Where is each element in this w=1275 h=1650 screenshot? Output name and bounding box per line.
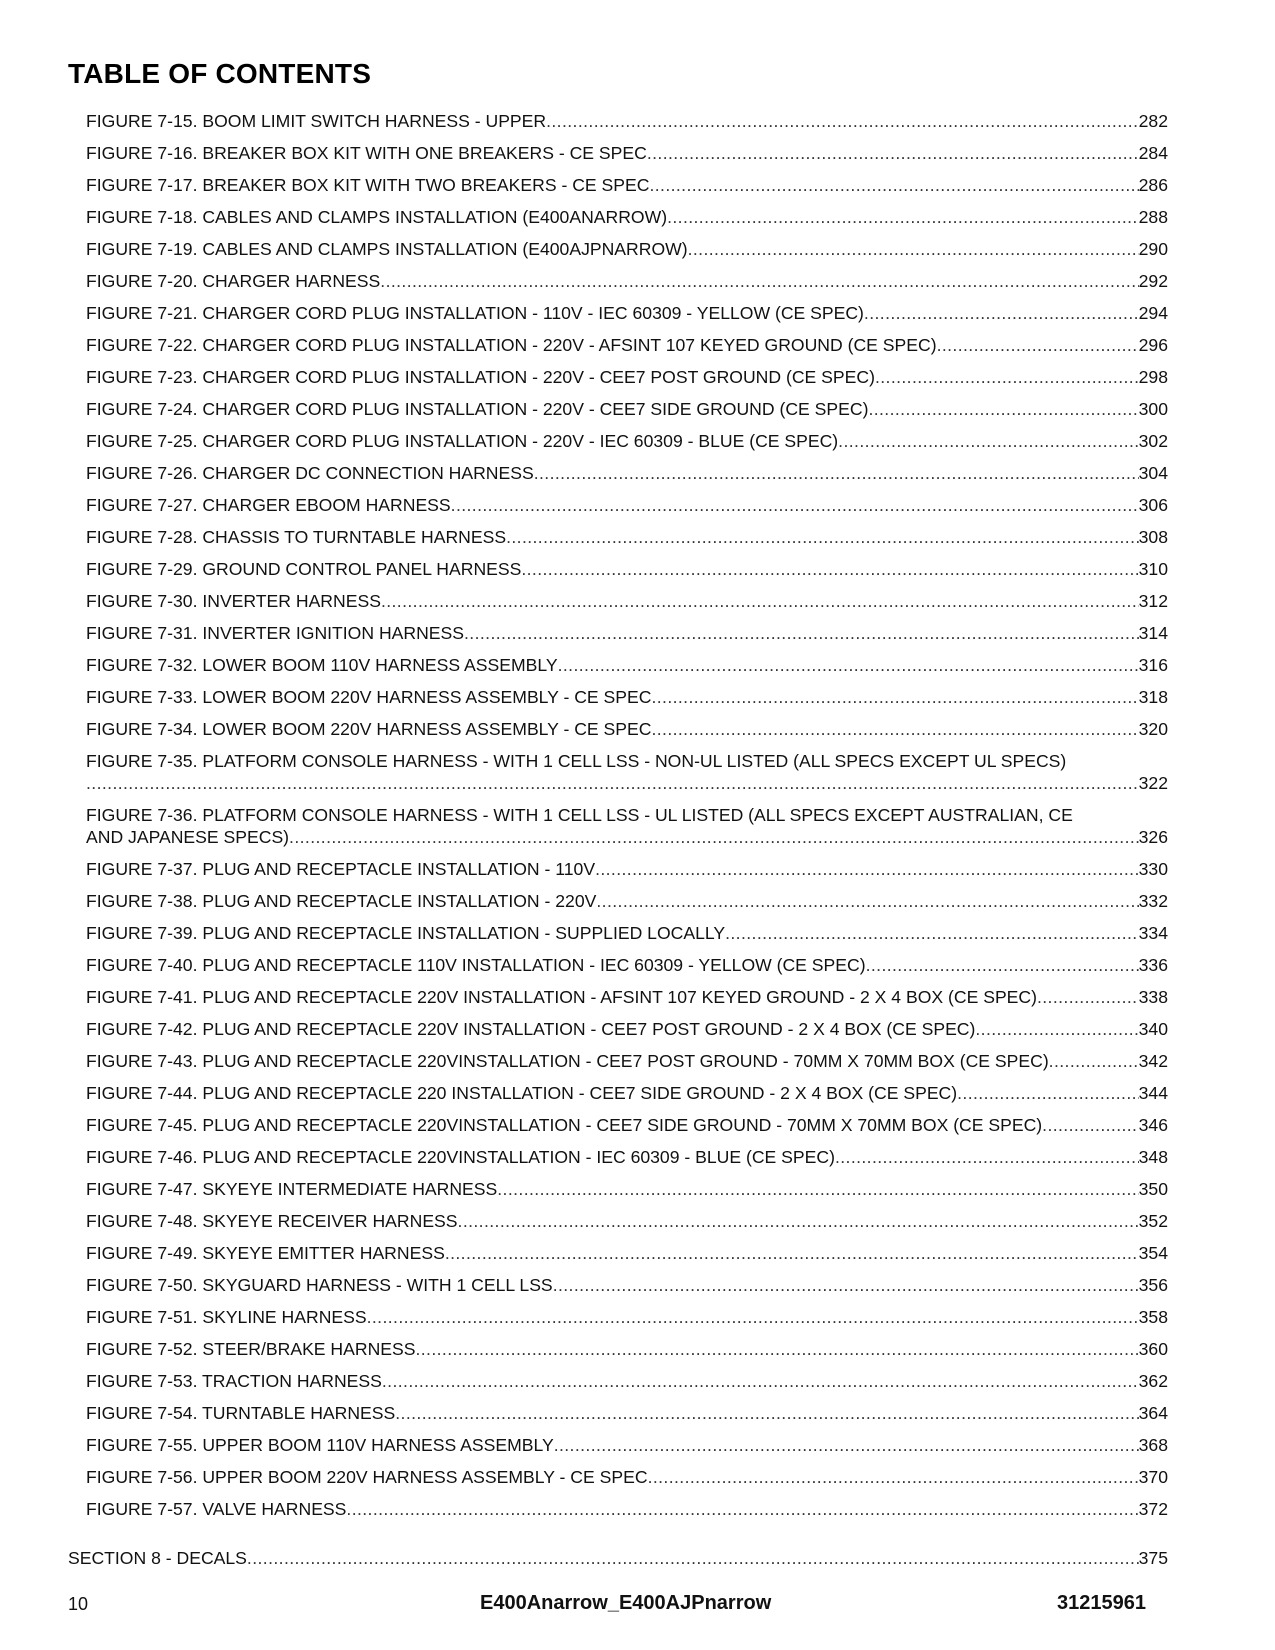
toc-entry[interactable]: [86, 804, 1168, 848]
toc-entry-page: 286: [1138, 175, 1168, 195]
dot-leader: [415, 1338, 1138, 1360]
toc-entry-page: 294: [1138, 303, 1168, 323]
dot-leader: [382, 1370, 1139, 1392]
dot-leader: [381, 590, 1139, 612]
toc-entry-page: 306: [1138, 495, 1168, 515]
dot-leader: [864, 302, 1139, 324]
toc-entry-label: FIGURE 7-25. CHARGER CORD PLUG INSTALLATION - 220V - IEC 60309 - BLUE (CE SPEC): [86, 431, 839, 451]
toc-entry[interactable]: [86, 1146, 1168, 1168]
page-footer: [68, 1592, 1158, 1618]
toc-entry-page: 308: [1138, 527, 1168, 547]
toc-entry-label: FIGURE 7-42. PLUG AND RECEPTACLE 220V INSTALLATION - CEE7 POST GROUND - 2 X 4 BOX (CE SPEC): [86, 1019, 976, 1039]
toc-entry-page: 296: [1138, 335, 1168, 355]
toc-entry[interactable]: [86, 494, 1168, 516]
toc-entry-page: 370: [1138, 1467, 1168, 1487]
toc-entry-page: 332: [1138, 891, 1168, 911]
toc-entry[interactable]: [86, 1114, 1168, 1136]
dot-leader: [651, 718, 1138, 740]
toc-entry-page: 346: [1138, 1115, 1168, 1135]
toc-entry[interactable]: [86, 1402, 1168, 1424]
toc-entry[interactable]: [86, 890, 1168, 912]
toc-entry-label: FIGURE 7-19. CABLES AND CLAMPS INSTALLATION (E400AJPNARROW): [86, 239, 688, 259]
toc-entry[interactable]: [86, 1050, 1168, 1072]
toc-entry-label: FIGURE 7-23. CHARGER CORD PLUG INSTALLATION - 220V - CEE7 POST GROUND (CE SPEC): [86, 367, 875, 387]
toc-entry[interactable]: [86, 1498, 1168, 1520]
toc-entry-page: 358: [1138, 1307, 1168, 1327]
toc-entry-label-cont: AND JAPANESE SPECS): [86, 827, 290, 847]
toc-entry-label: FIGURE 7-16. BREAKER BOX KIT WITH ONE BREAKERS - CE SPEC: [86, 143, 647, 163]
toc-entry-page: 290: [1138, 239, 1168, 259]
toc-entry-label: FIGURE 7-31. INVERTER IGNITION HARNESS: [86, 623, 465, 643]
toc-entry-label: FIGURE 7-17. BREAKER BOX KIT WITH TWO BREAKERS - CE SPEC: [86, 175, 650, 195]
toc-entry-page: 334: [1138, 923, 1168, 943]
toc-entry-page: 292: [1138, 271, 1168, 291]
toc-entry-label: FIGURE 7-39. PLUG AND RECEPTACLE INSTALLATION - SUPPLIED LOCALLY: [86, 923, 726, 943]
dot-leader: [380, 270, 1138, 292]
toc-entry[interactable]: [86, 686, 1168, 708]
toc-entry-page: 302: [1138, 431, 1168, 451]
toc-entry[interactable]: [86, 1370, 1168, 1392]
toc-entry-label: FIGURE 7-57. VALVE HARNESS: [86, 1499, 347, 1519]
toc-entry-page: 352: [1138, 1211, 1168, 1231]
toc-entry-label: FIGURE 7-49. SKYEYE EMITTER HARNESS: [86, 1243, 445, 1263]
toc-entry-page: 330: [1138, 859, 1168, 879]
toc-entry[interactable]: [86, 558, 1168, 580]
toc-entry[interactable]: [86, 858, 1168, 880]
toc-entry-page: 342: [1138, 1051, 1168, 1071]
toc-entry-page: 362: [1138, 1371, 1168, 1391]
toc-entry[interactable]: [86, 654, 1168, 676]
toc-entry-label: FIGURE 7-20. CHARGER HARNESS: [86, 271, 381, 291]
page-title: TABLE OF CONTENTS: [68, 58, 372, 89]
dot-leader: [651, 686, 1138, 708]
toc-entry[interactable]: [86, 1466, 1168, 1488]
toc-entry-label: FIGURE 7-41. PLUG AND RECEPTACLE 220V INSTALLATION - AFSINT 107 KEYED GROUND - 2 X 4 BOX (CE SPEC): [86, 987, 1037, 1007]
dot-leader: [521, 558, 1138, 580]
dot-leader: [688, 238, 1139, 260]
toc-entry-label: FIGURE 7-52. STEER/BRAKE HARNESS: [86, 1339, 416, 1359]
toc-entry[interactable]: [86, 922, 1168, 944]
dot-leader: [346, 1498, 1138, 1520]
toc-entry[interactable]: [86, 526, 1168, 548]
toc-entry-page: 318: [1138, 687, 1168, 707]
toc-entry-label: FIGURE 7-47. SKYEYE INTERMEDIATE HARNESS: [86, 1179, 498, 1199]
toc-section-entry[interactable]: [68, 1547, 1168, 1569]
dot-leader: [1049, 1050, 1139, 1072]
dot-leader: [464, 622, 1139, 644]
toc-entry[interactable]: [86, 174, 1168, 196]
dot-leader: [835, 1146, 1139, 1168]
toc-entry[interactable]: [86, 1242, 1168, 1264]
dot-leader: [975, 1018, 1138, 1040]
toc-entry[interactable]: [86, 462, 1168, 484]
dot-leader: [595, 858, 1139, 880]
toc-entry-label: FIGURE 7-51. SKYLINE HARNESS: [86, 1307, 367, 1327]
toc-entry[interactable]: [86, 750, 1168, 794]
toc-entry-label: FIGURE 7-26. CHARGER DC CONNECTION HARNESS: [86, 463, 534, 483]
toc-entry[interactable]: [86, 1210, 1168, 1232]
toc-entry-label: FIGURE 7-37. PLUG AND RECEPTACLE INSTALLATION - 110V: [86, 859, 596, 879]
toc-entry[interactable]: [86, 1018, 1168, 1040]
dot-leader: [289, 826, 1139, 848]
toc-entry-label: FIGURE 7-24. CHARGER CORD PLUG INSTALLATION - 220V - CEE7 SIDE GROUND (CE SPEC): [86, 399, 869, 419]
toc-entry-page: 336: [1138, 955, 1168, 975]
toc-entry-page: 310: [1138, 559, 1168, 579]
dot-leader: [458, 1210, 1139, 1232]
toc-entry-label: FIGURE 7-35. PLATFORM CONSOLE HARNESS - WITH 1 CELL LSS - NON-UL LISTED (ALL SPECS EXCEPT UL SPECS): [86, 751, 1067, 771]
toc-entry[interactable]: [86, 110, 1168, 132]
footer-page-number: 10: [68, 1594, 89, 1614]
toc-entry-page: 304: [1138, 463, 1168, 483]
dot-leader: [1037, 986, 1139, 1008]
toc-entry-page: 284: [1138, 143, 1168, 163]
toc-entry[interactable]: [86, 1082, 1168, 1104]
dot-leader: [247, 1547, 1139, 1569]
toc-entry-page: 340: [1138, 1019, 1168, 1039]
toc-entry-label: FIGURE 7-36. PLATFORM CONSOLE HARNESS - WITH 1 CELL LSS - UL LISTED (ALL SPECS EXCEPT AUSTRALIAN, CE: [86, 805, 1073, 825]
toc-entry-label: FIGURE 7-22. CHARGER CORD PLUG INSTALLATION - 220V - AFSINT 107 KEYED GROUND (CE SPEC): [86, 335, 937, 355]
toc-entry[interactable]: [86, 954, 1168, 976]
toc-entry[interactable]: [86, 270, 1168, 292]
dot-leader: [445, 1242, 1139, 1264]
dot-leader: [725, 922, 1139, 944]
toc-entry-page: 356: [1138, 1275, 1168, 1295]
toc-entry-page: 364: [1138, 1403, 1168, 1423]
dot-leader: [937, 334, 1139, 356]
toc-entry-page: 298: [1138, 367, 1168, 387]
toc-entry-page: 350: [1138, 1179, 1168, 1199]
dot-leader: [648, 1466, 1139, 1488]
dot-leader: [596, 890, 1138, 912]
dot-leader: [875, 366, 1139, 388]
toc-entry-label: FIGURE 7-32. LOWER BOOM 110V HARNESS ASSEMBLY: [86, 655, 558, 675]
toc-entry-label: FIGURE 7-44. PLUG AND RECEPTACLE 220 INSTALLATION - CEE7 SIDE GROUND - 2 X 4 BOX (CE SPEC): [86, 1083, 958, 1103]
dot-leader: [534, 462, 1139, 484]
toc-entry[interactable]: [86, 1178, 1168, 1200]
dot-leader: [868, 398, 1138, 420]
toc-entry-page: 344: [1138, 1083, 1168, 1103]
toc-entry-label: FIGURE 7-54. TURNTABLE HARNESS: [86, 1403, 396, 1423]
dot-leader: [451, 494, 1139, 516]
toc-entry-label: FIGURE 7-55. UPPER BOOM 110V HARNESS ASSEMBLY: [86, 1435, 554, 1455]
toc-entry-page: 312: [1138, 591, 1168, 611]
toc-entry[interactable]: [86, 1338, 1168, 1360]
dot-leader: [367, 1306, 1139, 1328]
dot-leader: [838, 430, 1138, 452]
toc-entry-page: 300: [1138, 399, 1168, 419]
dot-leader: [497, 1178, 1138, 1200]
toc-entry-page: 372: [1138, 1499, 1168, 1519]
toc-entry[interactable]: [86, 986, 1168, 1008]
toc-entry-page: 338: [1138, 987, 1168, 1007]
toc-entry-label: FIGURE 7-50. SKYGUARD HARNESS - WITH 1 CELL LSS: [86, 1275, 553, 1295]
dot-leader: [667, 206, 1139, 228]
toc-entry-label: FIGURE 7-15. BOOM LIMIT SWITCH HARNESS - UPPER: [86, 111, 547, 131]
toc-entry[interactable]: [86, 302, 1168, 324]
toc-entry-page: 288: [1138, 207, 1168, 227]
dot-leader: [649, 174, 1138, 196]
toc-entry-label: FIGURE 7-29. GROUND CONTROL PANEL HARNESS: [86, 559, 522, 579]
toc-entry[interactable]: [86, 398, 1168, 420]
toc-entry-label: FIGURE 7-28. CHASSIS TO TURNTABLE HARNESS: [86, 527, 507, 547]
toc-entry-page: 348: [1138, 1147, 1168, 1167]
toc-entry[interactable]: [86, 1274, 1168, 1296]
toc-entry-label: FIGURE 7-43. PLUG AND RECEPTACLE 220VINSTALLATION - CEE7 POST GROUND - 70MM X 70MM BOX (CE SPEC): [86, 1051, 1049, 1071]
toc-entry-page: 354: [1138, 1243, 1168, 1263]
toc-entry-label: FIGURE 7-34. LOWER BOOM 220V HARNESS ASSEMBLY - CE SPEC: [86, 719, 652, 739]
toc-entry[interactable]: [86, 238, 1168, 260]
dot-leader: [546, 110, 1139, 132]
toc-entry-label: FIGURE 7-56. UPPER BOOM 220V HARNESS ASSEMBLY - CE SPEC: [86, 1467, 648, 1487]
toc-entry[interactable]: [86, 1306, 1168, 1328]
footer-model-name: E400Anarrow_E400AJPnarrow: [480, 1592, 772, 1614]
toc-entry-label: FIGURE 7-33. LOWER BOOM 220V HARNESS ASSEMBLY - CE SPEC: [86, 687, 652, 707]
toc-entry[interactable]: [86, 622, 1168, 644]
dot-leader: [506, 526, 1139, 548]
toc-entry-label: FIGURE 7-27. CHARGER EBOOM HARNESS: [86, 495, 451, 515]
toc-entry-page: 314: [1138, 623, 1168, 643]
toc-entry-page: 326: [1138, 827, 1168, 847]
toc-entry-label: FIGURE 7-45. PLUG AND RECEPTACLE 220VINSTALLATION - CEE7 SIDE GROUND - 70MM X 70MM BOX (CE SPEC): [86, 1115, 1043, 1135]
toc-list: [86, 110, 1168, 1530]
toc-entry[interactable]: [86, 334, 1168, 356]
footer-document-number: 31215961: [1057, 1592, 1146, 1614]
toc-section-page: 375: [1138, 1548, 1168, 1568]
dot-leader: [86, 772, 1139, 794]
dot-leader: [1042, 1114, 1138, 1136]
toc-entry-label: FIGURE 7-30. INVERTER HARNESS: [86, 591, 381, 611]
dot-leader: [395, 1402, 1138, 1424]
toc-entry-page: 322: [1138, 773, 1168, 793]
toc-entry-page: 360: [1138, 1339, 1168, 1359]
dot-leader: [866, 954, 1139, 976]
toc-entry[interactable]: [86, 590, 1168, 612]
dot-leader: [647, 142, 1139, 164]
toc-entry[interactable]: [86, 430, 1168, 452]
toc-entry[interactable]: [86, 366, 1168, 388]
toc-entry[interactable]: [86, 142, 1168, 164]
toc-entry-page: 368: [1138, 1435, 1168, 1455]
toc-entry-page: 316: [1138, 655, 1168, 675]
toc-entry-page: 282: [1138, 111, 1168, 131]
toc-entry-label: FIGURE 7-48. SKYEYE RECEIVER HARNESS: [86, 1211, 458, 1231]
dot-leader: [558, 654, 1139, 676]
toc-entry-label: FIGURE 7-21. CHARGER CORD PLUG INSTALLATION - 110V - IEC 60309 - YELLOW (CE SPEC): [86, 303, 864, 323]
toc-entry-label: FIGURE 7-40. PLUG AND RECEPTACLE 110V INSTALLATION - IEC 60309 - YELLOW (CE SPEC): [86, 955, 866, 975]
toc-entry-label: FIGURE 7-46. PLUG AND RECEPTACLE 220VINSTALLATION - IEC 60309 - BLUE (CE SPEC): [86, 1147, 835, 1167]
toc-entry-label: FIGURE 7-53. TRACTION HARNESS: [86, 1371, 382, 1391]
toc-entry-page: 320: [1138, 719, 1168, 739]
toc-entry[interactable]: [86, 206, 1168, 228]
dot-leader: [957, 1082, 1139, 1104]
toc-entry[interactable]: [86, 718, 1168, 740]
dot-leader: [554, 1434, 1139, 1456]
toc-entry-label: FIGURE 7-38. PLUG AND RECEPTACLE INSTALLATION - 220V: [86, 891, 597, 911]
toc-entry-label: FIGURE 7-18. CABLES AND CLAMPS INSTALLATION (E400ANARROW): [86, 207, 668, 227]
toc-entry[interactable]: [86, 1434, 1168, 1456]
dot-leader: [553, 1274, 1139, 1296]
toc-section-label: SECTION 8 - DECALS: [68, 1548, 247, 1568]
